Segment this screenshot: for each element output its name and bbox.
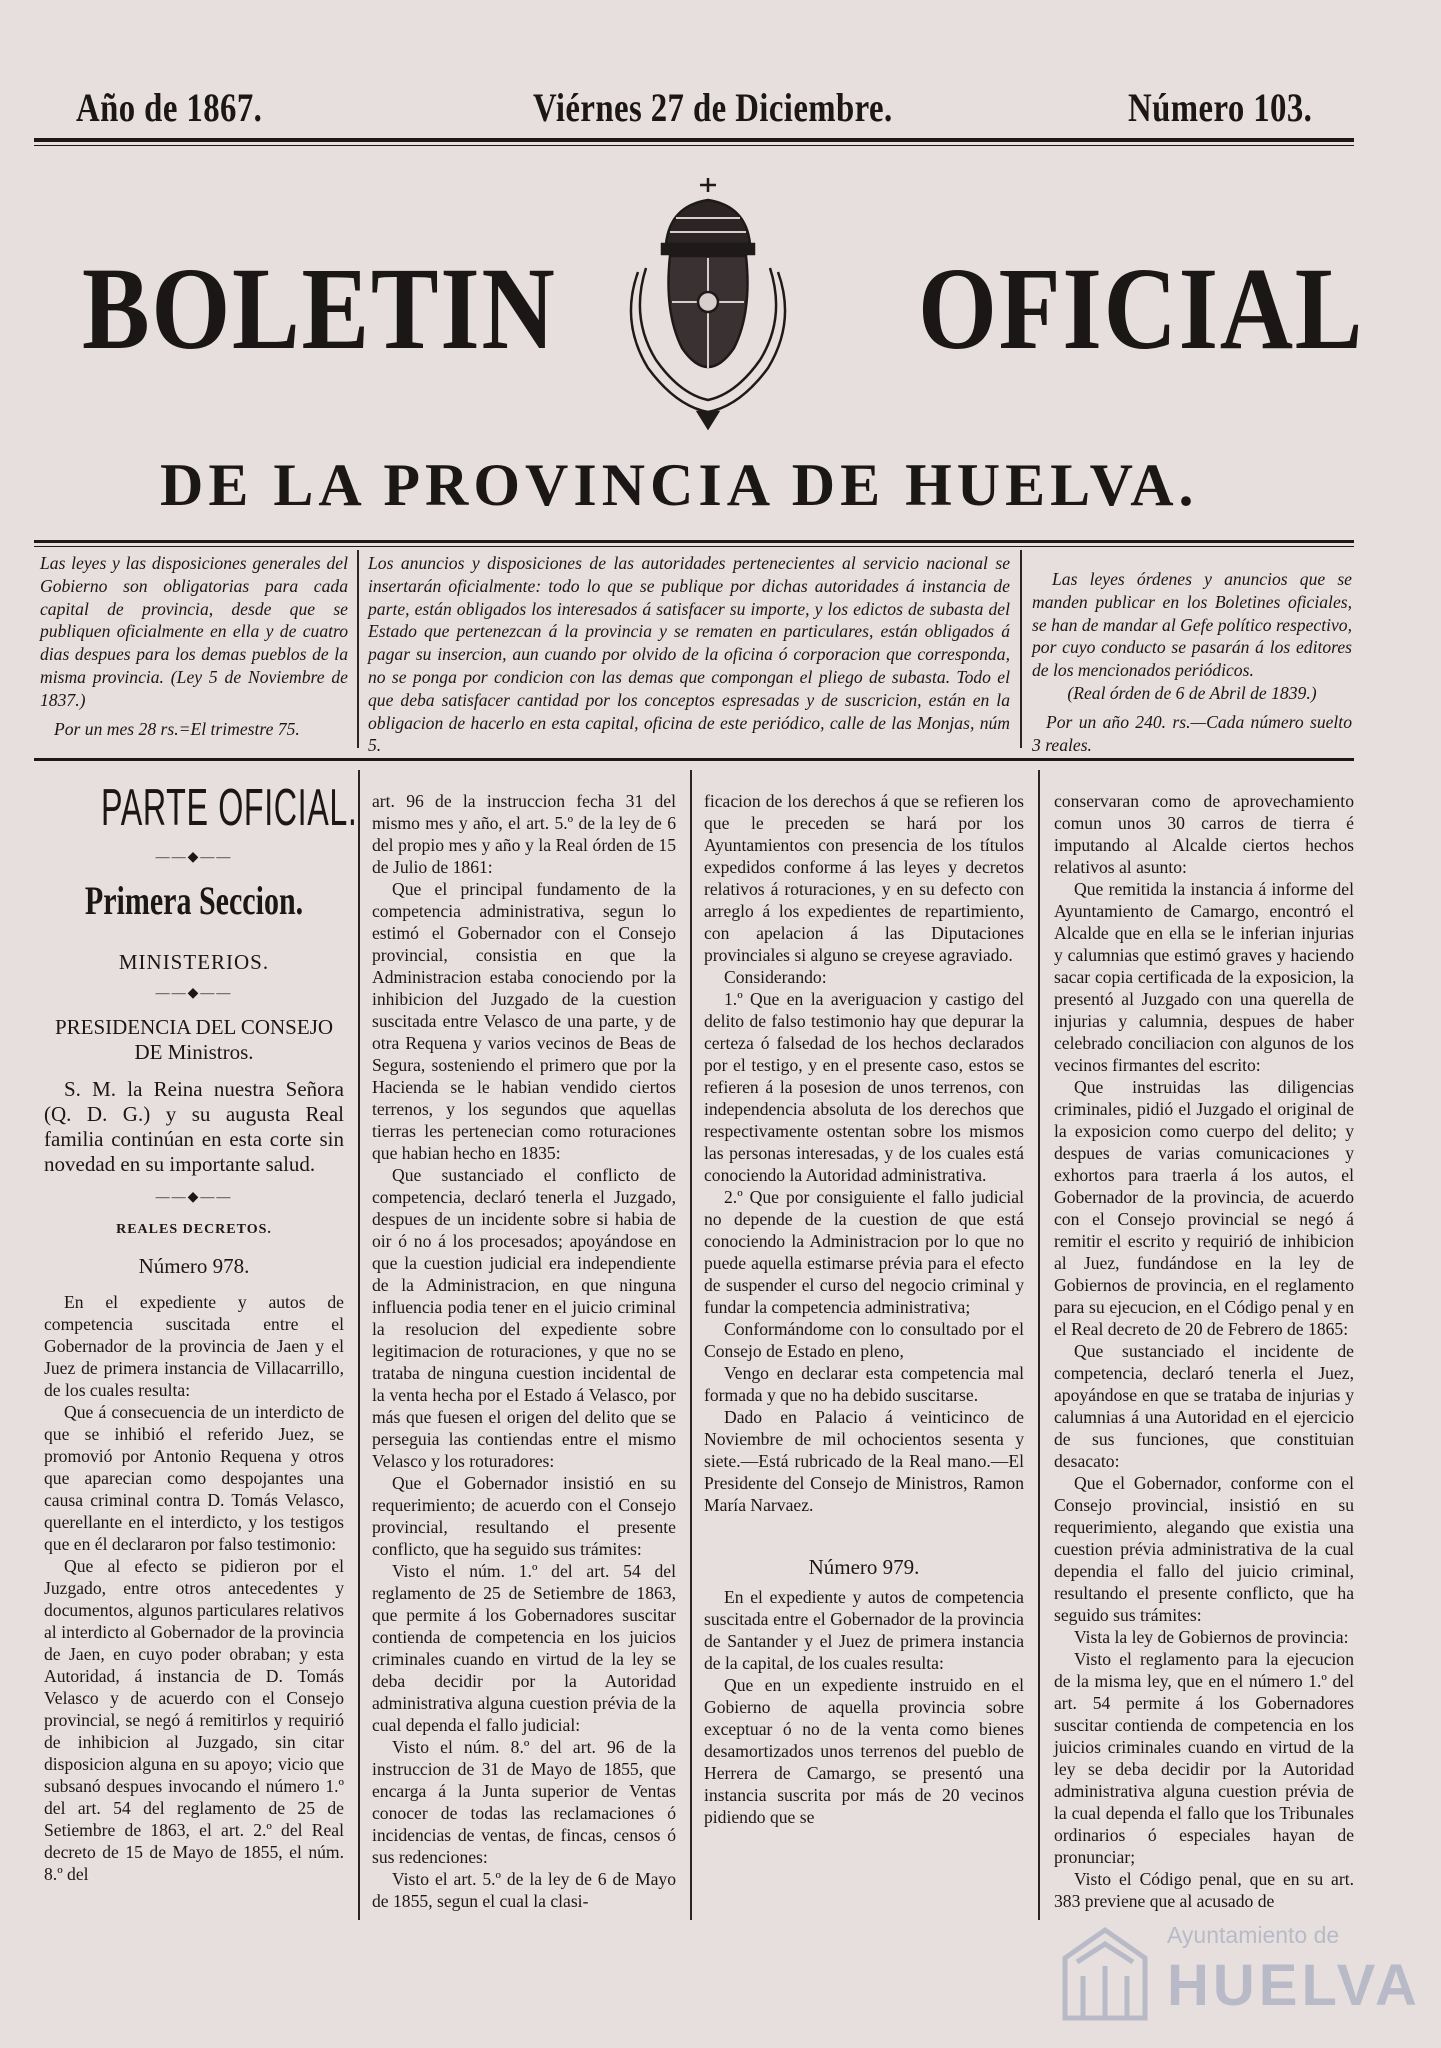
- ornament-divider: ——◆——: [155, 1190, 233, 1206]
- paragraph: Visto el Código penal, que en su art. 383 previene que al acusado de: [1054, 1869, 1354, 1911]
- section-heading-primera: Primera Seccion.: [84, 878, 304, 924]
- masthead-title-left: BOLETIN: [82, 243, 557, 374]
- paragraph: Que el Gobernador insistió en su requerimiento; de acuerdo con el Consejo provincial, resultando el presente conflicto, que ha seguido sus trámites:: [372, 1473, 676, 1559]
- paragraph: Visto el reglamento para la ejecucion de la misma ley, que en el número 1.º del art. 54 permite á los Gobernadores suscitar contienda de competencia en los juicios criminales cuando en virtud de la ley se deba decidir por la Autoridad administrativa alguna cuestion prévia de la cual dependa el fallo que los Tribunales ordinarios ó especiales hayan de pronunciar;: [1054, 1649, 1354, 1867]
- reales-decretos-heading: REALES DECRETOS.: [116, 1222, 272, 1238]
- paragraph: Que en un expediente instruido en el Gobierno de aquella provincia sobre exceptuar ó no de la venta como bienes desamortizados unos terrenos del pueblo de Herrera de Camargo, se presentó una instancia suscrita por más de 20 vecinos pidiendo que se: [704, 1675, 1024, 1827]
- paragraph: Vengo en declarar esta competencia mal formada y que no ha debido suscitarse.: [704, 1363, 1024, 1405]
- header-rule: [34, 138, 1354, 142]
- masthead-title-right: OFICIAL: [918, 243, 1365, 374]
- column-divider-1: [358, 770, 360, 1920]
- column-divider-3: [1038, 770, 1040, 1920]
- royal-coat-of-arms-icon: [608, 172, 808, 436]
- notice-right-order: (Real órden de 6 de Abril de 1839.): [1067, 682, 1317, 703]
- paragraph: art. 96 de la instruccion fecha 31 del mismo mes y año, el art. 5.º de la ley de 6 del propio mes y año y la Real órden de 15 de Julio de 1861:: [372, 791, 676, 877]
- column-2: [372, 790, 676, 1912]
- paragraph: Conformándome con lo consultado por el Consejo de Estado en pleno,: [704, 1319, 1024, 1361]
- notice-right: [1032, 568, 1352, 756]
- column-1: [44, 779, 358, 1885]
- paragraph: S. M. la Reina nuestra Señora (Q. D. G.) y su augusta Real familia continúan en esta corte sin novedad en su importante salud.: [44, 1077, 344, 1177]
- notice-left: [40, 552, 348, 740]
- paragraph: Visto el núm. 8.º del art. 96 de la instruccion de 31 de Mayo de 1855, que encarga á la Junta superior de Ventas conocer de todas las reclamaciones ó incidencias de ventas, de fincas, censos ó sus redenciones:: [372, 1737, 676, 1867]
- paragraph: Que al efecto se pidieron por el Juzgado, entre otros antecedentes y documentos, algunos particulares relativos al interdicto al Gobernador de la provincia de Jaen, en cuyo poder obraban; y esta Autoridad, á instancia de D. Tomás Velasco y de acuerdo con el Consejo provincial, se negó á remitirlos y requirió de inhibicion al Juzgado, sin citar disposicion alguna en su apoyo; vicio que subsanó despues invocando el número 1.º del art. 54 del reglamento de 25 de Setiembre de 1863, el art. 2.º del Real decreto de 15 de Mayo de 1855, el núm. 8.º del: [44, 1556, 344, 1885]
- paragraph: conservaran como de aprovechamiento comun unos 30 carros de tierra é imputando al Alcalde ciertos hechos relativos al asunto:: [1054, 791, 1354, 877]
- paragraph: Visto el art. 5.º de la ley de 6 de Mayo de 1855, segun el cual la clasi-: [372, 1869, 676, 1911]
- notice-divider-2: [1020, 550, 1022, 748]
- archive-watermark: [1055, 1918, 1421, 2033]
- section-heading-parte-oficial: PARTE OFICIAL.: [101, 779, 358, 837]
- header-rule-thin: [34, 145, 1354, 146]
- paragraph: En el expediente y autos de competencia suscitada entre el Gobernador de la provincia de Jaen y el Juez de primera instancia de Villacarrillo, de los cuales resulta:: [44, 1292, 344, 1401]
- paragraph: Que el Gobernador, conforme con el Consejo provincial, insistió en su requerimiento, alegando que existia una cuestion prévia administrativa de la cual dependia el fallo del juicio criminal, resultando el presente conflicto, que ha seguido sus trámites:: [1054, 1473, 1354, 1625]
- paragraph: Que instruidas las diligencias criminales, pidió el Juzgado el original de la exposicion como cuerpo del delito; y despues de varias comunicaciones y exhortos para traerla á los autos, el Gobernador de la provincia, de acuerdo con el Consejo provincial se negó á remitir el escrito y requirió de inhibicion al Juez, fundándose en la ley de Gobiernos de provincia, en el reglamento para su ejecucion, en el Código penal y en el Real decreto de 20 de Febrero de 1865:: [1054, 1077, 1354, 1339]
- paragraph: 1.º Que en la averiguacion y castigo del delito de falso testimonio hay que depurar la certeza ó falsedad de los hechos declarados por el testigo, y en el presente caso, estos se refieren á la posesion de unos terrenos, con independencia absoluta de los derechos que respectivamente ostentan sobre los mismos las personas interesadas, y de los cuales está conociendo la Autoridad administrativa.: [704, 989, 1024, 1185]
- decree-number-979: Número 979.: [808, 1555, 920, 1579]
- notice-top-rule: [34, 540, 1354, 543]
- paragraph: En el expediente y autos de competencia suscitada entre el Gobernador de la provincia de Santander y el Juez de primera instancia de la capital, de los cuales resulta:: [704, 1587, 1024, 1673]
- date-label: Viérnes 27 de Diciembre.: [533, 85, 893, 130]
- notice-divider-1: [357, 550, 359, 748]
- watermark-line2: HUELVA: [1167, 1953, 1421, 2018]
- notice-bottom-rule: [34, 758, 1354, 761]
- notice-left-price: Por un mes 28 rs.=El trimestre 75.: [54, 718, 300, 739]
- notice-left-text: Las leyes y las disposiciones generales del Gobierno son obligatorias para cada capital de provincia, desde que se publiquen oficialmente en ella y de cuatro dias despues para los demas pueblos de la misma provincia. (Ley 5 de Noviembre de 1837.): [40, 553, 348, 710]
- decree-number-978: Número 978.: [138, 1254, 250, 1279]
- notice-right-text: Las leyes órdenes y anuncios que se manden publicar en los Boletines oficiales, se han de mandar al Gefe político respectivo, por cuyo conducto se pasarán á los editores de los mencionados periódicos.: [1032, 569, 1352, 681]
- paragraph: Vista la ley de Gobiernos de provincia:: [1074, 1627, 1349, 1647]
- paragraph: 2.º Que por consiguiente el fallo judicial no depende de la cuestion de que está conociendo la Administracion por lo que no puede aquella estimarse prévia para el efecto de suspender el curso del negocio criminal y fundar la competencia administrativa;: [704, 1187, 1024, 1317]
- presidencia-heading: PRESIDENCIA DEL CONSEJO DE Ministros.: [54, 1015, 334, 1065]
- watermark-line1: Ayuntamiento de: [1167, 1922, 1340, 1948]
- masthead-subtitle: DE LA PROVINCIA DE HUELVA.: [160, 452, 1199, 518]
- ornament-divider: ——◆——: [155, 850, 233, 866]
- ministerios-heading: MINISTERIOS.: [118, 950, 270, 975]
- paragraph: Que el principal fundamento de la competencia administrativa, segun lo estimó el Gobernador con el Consejo provincial, consistia en que la Administracion estaba conociendo por la inhibicion del Juzgado de la cuestion suscitada entre Velasco de una parte, y de otra Requena y varios vecinos de Beas de Segura, sosteniendo el primero que por la Hacienda se le habian vendido ciertos terrenos, y los segundos que aquellas tierras les pertenecian como roturaciones que habian hecho en 1835:: [372, 879, 676, 1163]
- notice-right-price: Por un año 240. rs.—Cada número suelto 3 reales.: [1032, 711, 1352, 755]
- column-divider-2: [690, 770, 692, 1920]
- notice-center: [368, 552, 1010, 757]
- considerando-label: Considerando:: [724, 967, 827, 987]
- paragraph: ficacion de los derechos á que se refieren los que le preceden se hará por los Ayuntamientos con presencia de los títulos expedidos conforme á las leyes y decretos relativos á roturaciones, y en su defecto con arreglo á los expedientes de repartimiento, con apelacion á las Diputaciones provinciales si alguno se creyese agraviado.: [704, 791, 1024, 965]
- issue-number-label: Número 103.: [1128, 85, 1313, 130]
- notice-center-text: Los anuncios y disposiciones de las autoridades pertenecientes al servicio nacional se insertarán oficialmente: todo lo que se publique por dichas autoridades á instancia de parte, están obligados los interesados á satisfacer su importe, y los edictos de subasta del Estado que pertenezcan á la provincia y se rematen en particulares, están obligados á pagar su insercion, aun cuando por olvido de la oficina ó corporacion que corresponda, no se ponga por condicion con las demas que compongan el pliego de subasta. Todo el que deba satisfacer cantidad por los conceptos espresadas y de suscricion, están en la obligacion de hacerlo en esta capital, oficina de este periódico, calle de las Monjas, núm 5.: [368, 553, 1010, 756]
- notice-top-rule-thin: [34, 546, 1354, 547]
- paragraph: Que á consecuencia de un interdicto de que se inhibió el referido Juez, se promovió por Antonio Requena y otros que aparecian como despojantes una causa criminal contra D. Tomás Velasco, querellante en el interdicto, y los testigos que en él declararon por falso testimonio:: [44, 1402, 344, 1555]
- year-label: Año de 1867.: [76, 85, 263, 130]
- paragraph: Visto el núm. 1.º del art. 54 del reglamento de 25 de Setiembre de 1863, que permite á los Gobernadores suscitar contienda de competencia en los juicios criminales cuando en virtud de la ley se deba decidir por la Autoridad administrativa alguna cuestion prévia de la cual dependa el fallo judicial:: [372, 1561, 676, 1735]
- column-3: [704, 790, 1024, 1828]
- paragraph: Que sustanciado el incidente de competencia, declaró tenerla el Juez, apoyándose en que se trataba de injurias y calumnias á una Autoridad en el ejercicio de sus funciones, que constituian desacato:: [1054, 1341, 1354, 1471]
- paragraph: Que sustanciado el conflicto de competencia, declaró tenerla el Juzgado, despues de un incidente sobre si habia de oir ó no á los procesados; apoyándose en que la cuestion judicial era independiente de la Administracion, en que ninguna influencia podia tener en el juicio criminal la resolucion del expediente sobre legitimacion de roturaciones, y que no se trataba de ninguna cuestion incidental de la venta hecha por el Estado á Velasco, por más que fuesen el origen del delito que se perseguia las contiendas entre el mismo Velasco y los roturadores:: [372, 1165, 676, 1471]
- paragraph: Que remitida la instancia á informe del Ayuntamiento de Camargo, encontró el Alcalde que en ella se le inferian injurias y calumnias que estimó graves y haciendo sacar copia certificada de la exposicion, la presentó al Juzgado con una querella de injurias y calumnia, despues de haber celebrado conciliacion con algunos de los vecinos firmantes del escrito:: [1054, 879, 1354, 1075]
- ornament-divider: ——◆——: [155, 986, 233, 1002]
- column-4: [1054, 790, 1354, 1912]
- paragraph: Dado en Palacio á veinticinco de Noviembre de mil ochocientos sesenta y siete.—Está rubricado de la Real mano.—El Presidente del Consejo de Ministros, Ramon María Narvaez.: [704, 1407, 1024, 1515]
- city-hall-logo-icon: [1055, 1918, 1155, 2028]
